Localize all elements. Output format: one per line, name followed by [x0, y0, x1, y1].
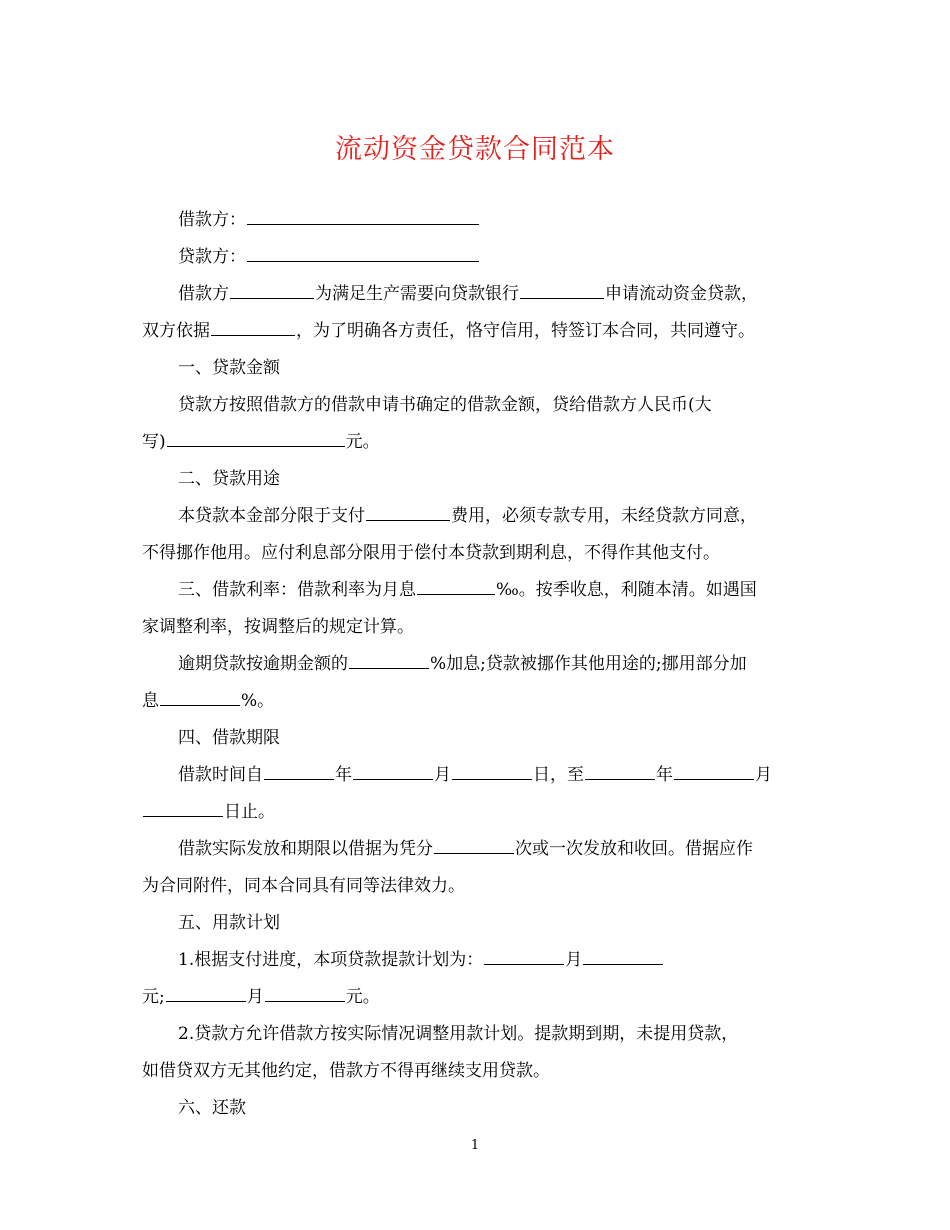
blank-line	[247, 260, 479, 262]
line-text: 日，至	[533, 765, 584, 785]
line-text: 借款时间自	[178, 765, 263, 785]
line-text: ‰。按季收息，利随本清。如遇国	[496, 580, 757, 600]
blank-line	[520, 297, 604, 299]
line-text: 为合同附件，同本合同具有同等法律效力。	[142, 876, 465, 896]
line-text: 2.贷款方允许借款方按实际情况调整用款计划。提款期到期，未提用贷款，	[178, 1024, 739, 1044]
line-text: 借款方	[178, 284, 229, 304]
line-text: 双方依据	[142, 321, 210, 341]
blank-line	[167, 445, 345, 447]
paragraph-line	[142, 683, 807, 720]
paragraph-line	[142, 942, 807, 979]
line-text: 费用，必须专款专用，未经贷款方同意，	[451, 506, 757, 526]
blank-line	[264, 778, 334, 780]
paragraph-line	[142, 313, 807, 350]
document-title: 流动资金贷款合同范本	[335, 134, 615, 165]
blank-line	[160, 704, 240, 706]
line-text: 借款实际发放和期限以借据为凭分	[178, 839, 433, 859]
contract-body	[142, 202, 807, 1127]
line-text: 申请流动资金贷款，	[605, 284, 758, 304]
line-text: 为满足生产需要向贷款银行	[315, 284, 519, 304]
blank-line	[585, 778, 655, 780]
blank-line	[166, 1000, 246, 1002]
blank-line	[349, 667, 429, 669]
line-text: 三、借款利率：借款利率为月息	[178, 580, 416, 600]
paragraph-line	[142, 498, 807, 535]
line-text: 月	[565, 950, 583, 970]
line-text: %加息;贷款被挪作其他用途的;挪用部分加	[430, 654, 747, 674]
blank-line	[230, 297, 314, 299]
line-text: 家调整利率，按调整后的规定计算。	[142, 617, 414, 637]
paragraph-line	[142, 387, 807, 424]
line-text: 贷款方：	[178, 247, 246, 267]
paragraph-line	[142, 424, 807, 461]
blank-line	[417, 593, 495, 595]
line-text: 月	[246, 987, 264, 1007]
section-heading	[142, 905, 807, 942]
paragraph-line	[142, 1053, 807, 1090]
line-text: 如借贷双方无其他约定，借款方不得再继续支用贷款。	[142, 1061, 550, 1081]
blank-line	[247, 223, 479, 225]
heading-text: 一、贷款金额	[178, 358, 280, 378]
line-text: 贷款方按照借款方的借款申请书确定的借款金额，贷给借款方人民币(大	[178, 395, 712, 415]
blank-line	[434, 852, 514, 854]
blank-line	[211, 334, 295, 336]
line-text: 写)	[142, 432, 166, 452]
line-text: 元;	[142, 987, 165, 1007]
lender-line	[142, 239, 807, 276]
section-heading	[142, 461, 807, 498]
paragraph-line	[142, 757, 807, 794]
line-text: 次或一次发放和收回。借据应作	[515, 839, 753, 859]
paragraph-line	[142, 276, 807, 313]
blank-line	[583, 963, 663, 965]
paragraph-line	[142, 646, 807, 683]
paragraph-line	[142, 831, 807, 868]
line-text: 日止。	[224, 802, 275, 822]
line-text: 月	[755, 765, 772, 785]
blank-line	[452, 778, 532, 780]
paragraph-line	[142, 609, 807, 646]
heading-text: 六、还款	[178, 1098, 246, 1118]
line-text: 1.根据支付进度，本项贷款提款计划为：	[178, 950, 484, 970]
line-text: 年	[656, 765, 673, 785]
paragraph-line	[142, 868, 807, 905]
section-heading	[142, 720, 807, 757]
blank-line	[366, 519, 450, 521]
blank-line	[674, 778, 754, 780]
paragraph-line	[142, 1016, 807, 1053]
line-text: 借款方：	[178, 210, 246, 230]
blank-line	[353, 778, 433, 780]
line-text: 本贷款本金部分限于支付	[178, 506, 365, 526]
line-text: 息	[142, 691, 159, 711]
page-number: 1	[470, 1138, 480, 1153]
line-text: 不得挪作他用。应付利息部分限用于偿付本贷款到期利息，不得作其他支付。	[142, 543, 720, 563]
paragraph-line	[142, 794, 807, 831]
blank-line	[484, 963, 564, 965]
section-heading	[142, 350, 807, 387]
blank-line	[143, 815, 223, 817]
heading-text: 五、用款计划	[178, 913, 280, 933]
line-text: 元。	[345, 987, 380, 1007]
blank-line	[265, 1000, 345, 1002]
paragraph-line	[142, 979, 807, 1016]
paragraph-line	[142, 572, 807, 609]
line-text: 年	[335, 765, 352, 785]
line-text: %。	[241, 691, 275, 711]
section-heading	[142, 1090, 807, 1127]
line-text: 月	[434, 765, 451, 785]
line-text: ，为了明确各方责任，恪守信用，特签订本合同，共同遵守。	[296, 321, 755, 341]
line-text: 逾期贷款按逾期金额的	[178, 654, 348, 674]
heading-text: 二、贷款用途	[178, 469, 280, 489]
line-text: 元。	[345, 432, 380, 452]
paragraph-line	[142, 535, 807, 572]
borrower-line	[142, 202, 807, 239]
heading-text: 四、借款期限	[178, 728, 280, 748]
